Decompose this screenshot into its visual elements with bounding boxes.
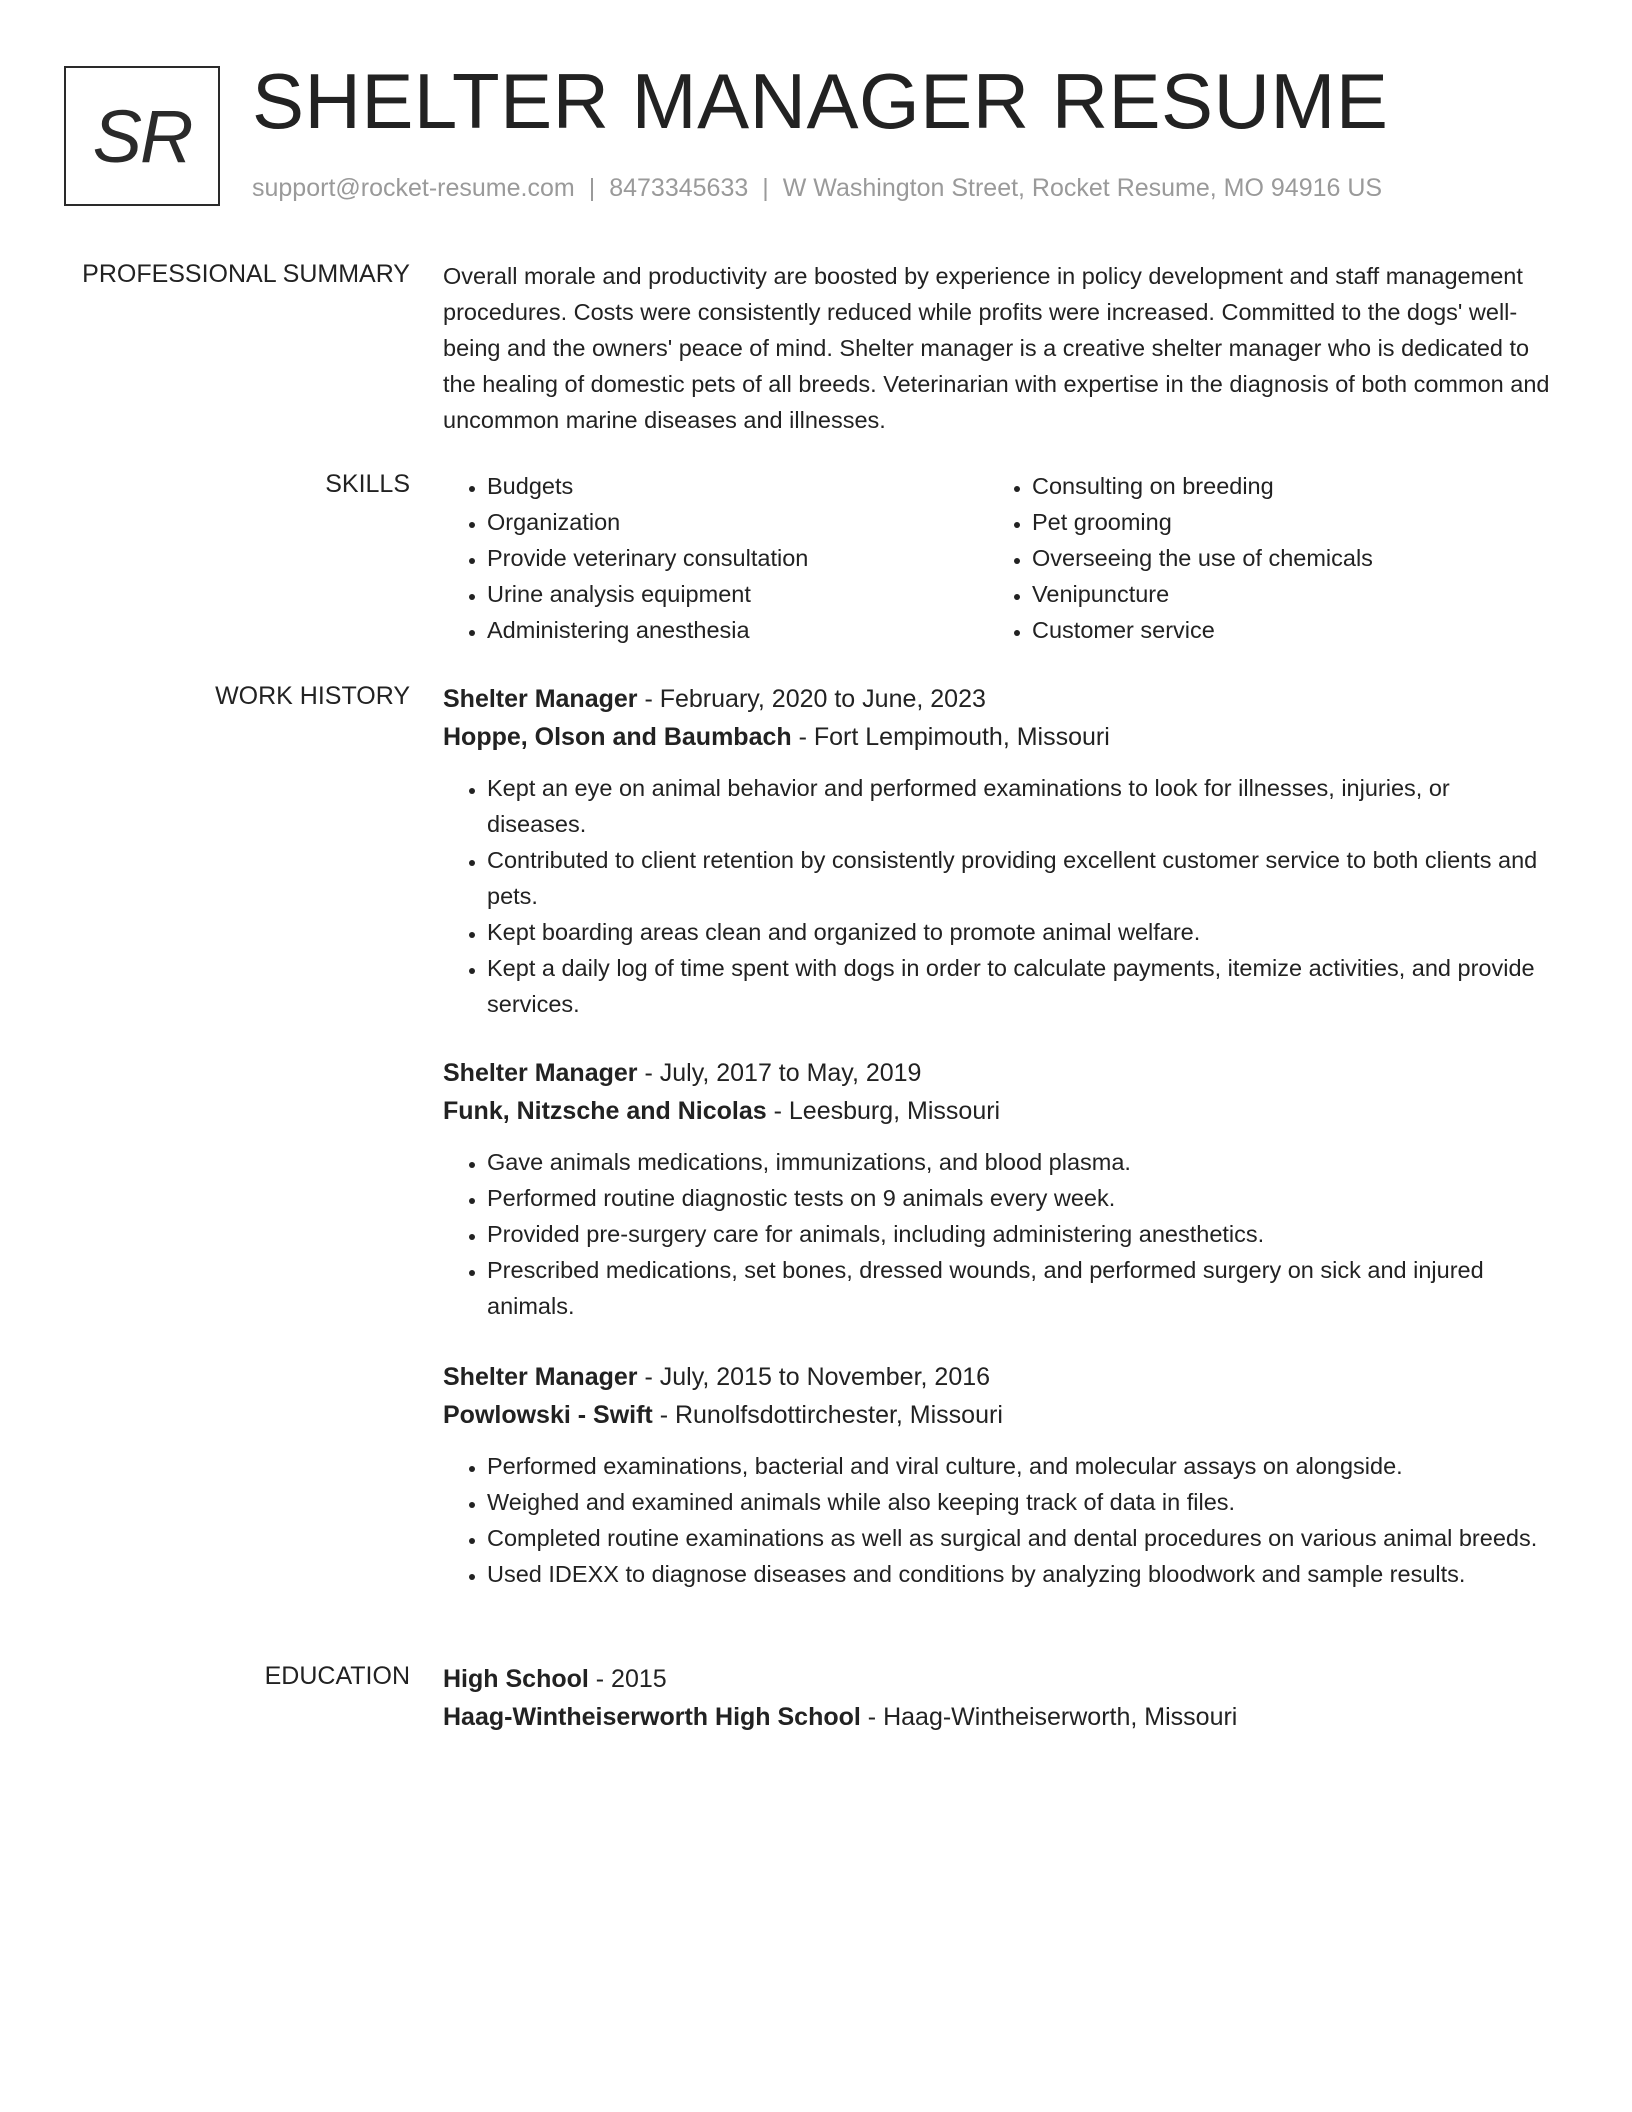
job-company-line [443, 1396, 1553, 1434]
summary-text: Overall morale and productivity are boosted by experience in policy development and staff management procedures. Costs were consistently reduced while profits were increased. Committed to the dogs' well-being and the owners' peace of mind. Shelter manager is a creative shelter manager who is dedicated to the healing of domestic pets of all breeds. Veterinarian with expertise in the diagnosis of both common and uncommon marine diseases and illnesses. [443, 263, 1550, 433]
job-company: Powlowski - Swift [443, 1401, 653, 1429]
job-bullet: • Kept an eye on animal behavior and performed examinations to look for illnesses, injuries, or diseases. [487, 770, 1553, 842]
job-bullet: • Kept boarding areas clean and organized to promote animal welfare. [487, 914, 1553, 950]
skill-item: • Customer service [1032, 612, 1533, 648]
job-title: Shelter Manager [443, 1059, 638, 1087]
job-bullet: • Contributed to client retention by consistently providing excellent customer service to both clients and pets. [487, 842, 1553, 914]
job-dates: - July, 2015 to November, 2016 [637, 1363, 991, 1391]
job-company: Hoppe, Olson and Baumbach [443, 723, 792, 751]
job-bullet: • Performed routine diagnostic tests on 9 animals every week. [487, 1180, 1553, 1216]
skills-column-left [443, 468, 988, 648]
job-title: Shelter Manager [443, 685, 638, 713]
contact-phone: 8473345633 [609, 174, 749, 202]
job-bullet: • Performed examinations, bacterial and viral culture, and molecular assays on alongside. [487, 1448, 1553, 1484]
job-bullet: • Kept a daily log of time spent with dogs in order to calculate payments, itemize activities, and provide services. [487, 950, 1553, 1022]
contact-address: W Washington Street, Rocket Resume, MO 94916 US [782, 174, 1383, 202]
job-title: Shelter Manager [443, 1363, 638, 1391]
job-company-line [443, 718, 1553, 756]
skill-item: • Organization [487, 504, 988, 540]
resume-title: SHELTER MANAGER RESUME [252, 57, 1389, 145]
education-school-line [443, 1698, 1553, 1736]
job-dates: - July, 2017 to May, 2019 [637, 1059, 922, 1087]
job-location: - Runolfsdottirchester, Missouri [652, 1401, 1003, 1429]
summary-label: PROFESSIONAL SUMMARY [82, 260, 410, 288]
contact-email: support@rocket-resume.com [252, 174, 575, 202]
skill-item: • Overseeing the use of chemicals [1032, 540, 1533, 576]
contact-line [252, 174, 1382, 203]
skill-item: • Provide veterinary consultation [487, 540, 988, 576]
job-bullet: • Completed routine examinations as well as surgical and dental procedures on various animal breeds. [487, 1520, 1553, 1556]
education-degree: High School [443, 1665, 589, 1693]
contact-separator: | [762, 174, 769, 202]
education-school: Haag-Wintheiserworth High School [443, 1703, 861, 1731]
skills-label: SKILLS [325, 470, 410, 498]
education-body [443, 1660, 1553, 1736]
job-bullet: • Weighed and examined animals while also keeping track of data in files. [487, 1484, 1553, 1520]
monogram-logo: SR [64, 66, 220, 206]
education-degree-line [443, 1660, 1553, 1698]
skill-item: • Budgets [487, 468, 988, 504]
summary-body [443, 258, 1553, 438]
job-entry [443, 1358, 1553, 1592]
work-history-label: WORK HISTORY [215, 682, 410, 710]
skill-item: • Consulting on breeding [1032, 468, 1533, 504]
job-company-line [443, 1092, 1553, 1130]
job-bullets [443, 770, 1553, 1022]
skill-item: • Urine analysis equipment [487, 576, 988, 612]
job-location: - Leesburg, Missouri [766, 1097, 1001, 1125]
job-entry [443, 1054, 1553, 1324]
job-company: Funk, Nitzsche and Nicolas [443, 1097, 767, 1125]
job-bullet: • Provided pre-surgery care for animals, including administering anesthetics. [487, 1216, 1553, 1252]
education-label: EDUCATION [264, 1662, 410, 1690]
skills-body [443, 468, 1553, 648]
job-title-line [443, 1358, 1553, 1396]
job-bullet: • Prescribed medications, set bones, dressed wounds, and performed surgery on sick and injured animals. [487, 1252, 1553, 1324]
skill-item: • Venipuncture [1032, 576, 1533, 612]
contact-separator: | [588, 174, 596, 202]
job-dates: - February, 2020 to June, 2023 [637, 685, 986, 713]
job-bullet: • Gave animals medications, immunizations, and blood plasma. [487, 1144, 1553, 1180]
job-location: - Fort Lempimouth, Missouri [791, 723, 1110, 751]
job-bullets [443, 1448, 1553, 1592]
job-bullets [443, 1144, 1553, 1324]
skill-item: • Pet grooming [1032, 504, 1533, 540]
skill-item: • Administering anesthesia [487, 612, 988, 648]
job-entry [443, 680, 1553, 1022]
job-bullet: • Used IDEXX to diagnose diseases and conditions by analyzing bloodwork and sample results. [487, 1556, 1553, 1592]
job-title-line [443, 680, 1553, 718]
education-location: - Haag-Wintheiserworth, Missouri [860, 1703, 1238, 1731]
skills-column-right [988, 468, 1533, 648]
job-title-line [443, 1054, 1553, 1092]
education-year: - 2015 [588, 1665, 667, 1693]
